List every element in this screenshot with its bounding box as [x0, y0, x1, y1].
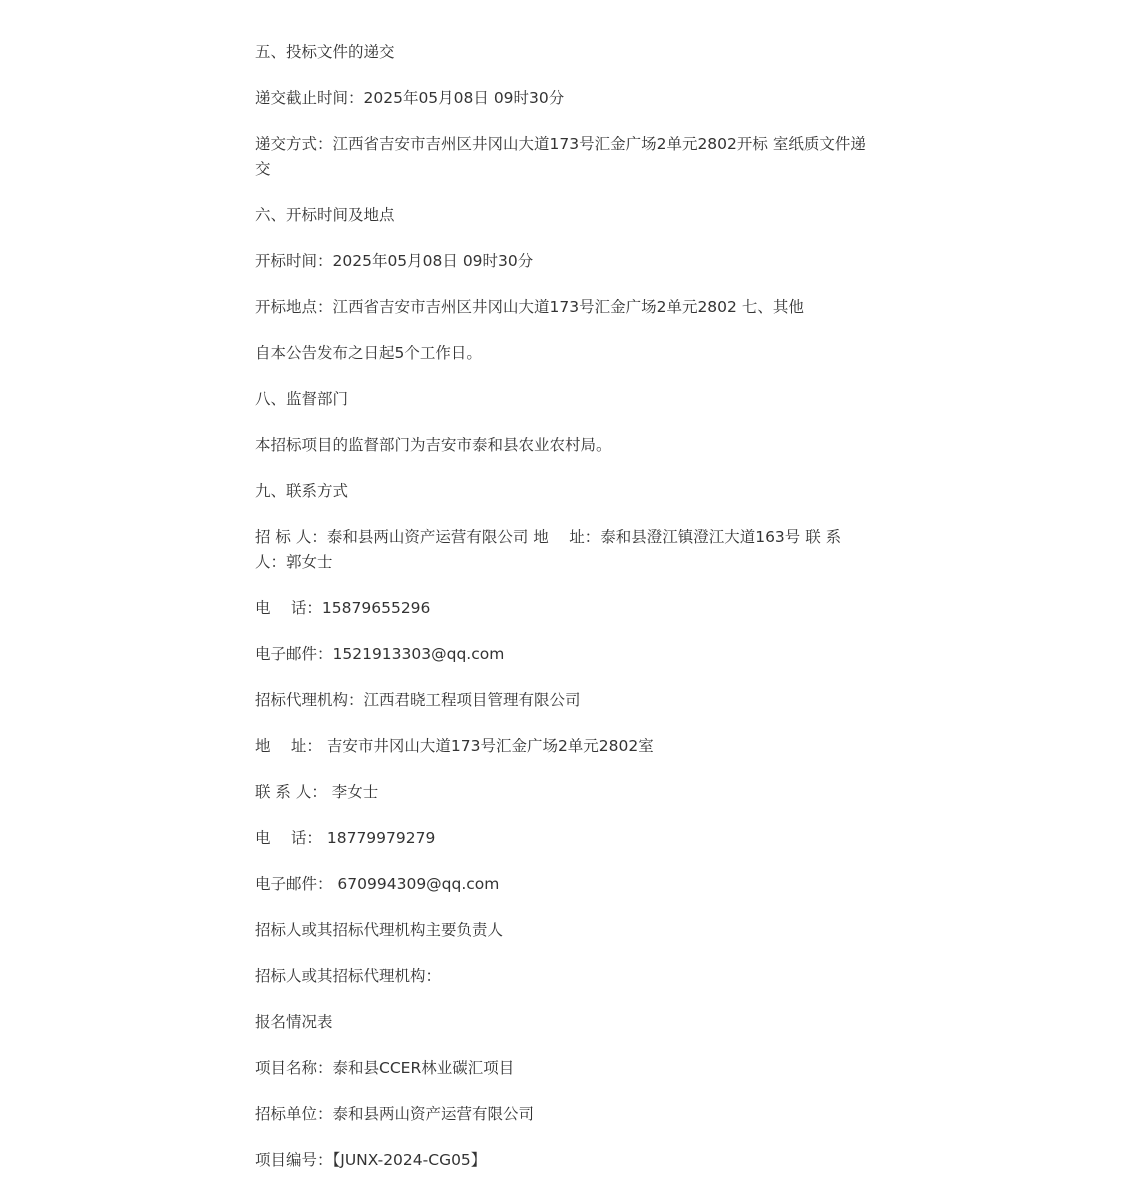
registration-table-title: 报名情况表 — [255, 1013, 333, 1031]
agency-email: 电子邮件： 670994309@qq.com — [255, 875, 500, 893]
document-body — [255, 40, 870, 1194]
section-heading-opening: 六、开标时间及地点 — [255, 206, 395, 224]
tenderer-or-agency-label: 招标人或其招标代理机构： — [255, 967, 442, 985]
supervision-department: 本招标项目的监督部门为吉安市泰和县农业农村局。 — [255, 436, 612, 454]
project-name: 项目名称：泰和县CCER林业碳汇项目 — [255, 1059, 515, 1077]
section-heading-submission: 五、投标文件的递交 — [255, 43, 395, 61]
agency-contact-person: 联 系 人： 李女士 — [255, 783, 379, 801]
opening-time: 开标时间：2025年05月08日 09时30分 — [255, 252, 534, 270]
tenderer-phone: 电 话：15879655296 — [255, 599, 431, 617]
opening-location: 开标地点：江西省吉安市吉州区井冈山大道173号汇金广场2单元2802 七、其他 — [255, 298, 804, 316]
tenderer-email: 电子邮件：1521913303@qq.com — [255, 645, 505, 663]
section-heading-contact: 九、联系方式 — [255, 482, 349, 500]
tenderer-contact: 招 标 人：泰和县两山资产运营有限公司 地 址：泰和县澄江镇澄江大道163号 联 系人：郭女士 — [255, 528, 842, 571]
agency-name: 招标代理机构：江西君晓工程项目管理有限公司 — [255, 691, 581, 709]
principal-responsible-label: 招标人或其招标代理机构主要负责人 — [255, 921, 504, 939]
tendering-unit: 招标单位：泰和县两山资产运营有限公司 — [255, 1105, 535, 1123]
announcement-period: 自本公告发布之日起5个工作日。 — [255, 344, 482, 362]
submission-method: 递交方式：江西省吉安市吉州区井冈山大道173号汇金广场2单元2802开标 室纸质文件递交 — [255, 135, 866, 178]
submission-deadline: 递交截止时间：2025年05月08日 09时30分 — [255, 89, 565, 107]
agency-phone: 电 话： 18779979279 — [255, 829, 436, 847]
section-heading-supervision: 八、监督部门 — [255, 390, 349, 408]
project-number: 项目编号：【JUNX-2024-CG05】 — [255, 1151, 487, 1169]
agency-address: 地 址： 吉安市井冈山大道173号汇金广场2单元2802室 — [255, 737, 654, 755]
